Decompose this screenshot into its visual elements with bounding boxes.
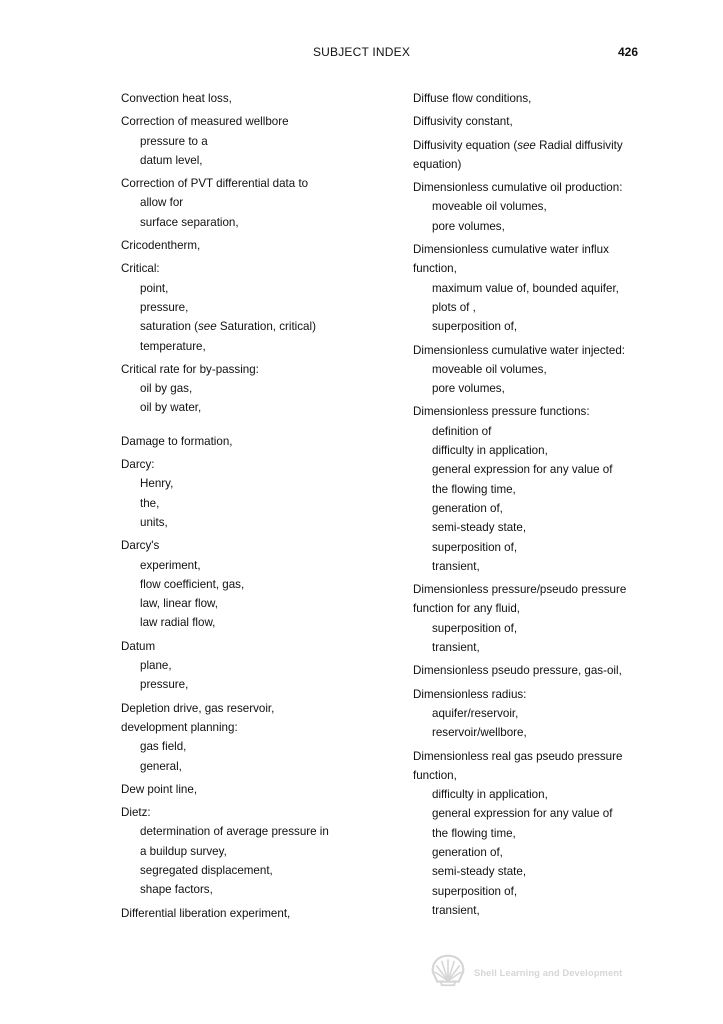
- index-entry: [121, 89, 383, 108]
- index-subentry: experiment,: [140, 558, 201, 572]
- index-subentry: moveable oil volumes,: [432, 362, 547, 376]
- index-subentry: transient,: [432, 559, 480, 573]
- index-entry: [413, 89, 653, 108]
- index-subentry: difficulty in application,: [432, 444, 548, 458]
- index-heading: Dimensionless pressure functions:: [413, 405, 590, 419]
- index-subentry: law, linear flow,: [140, 597, 218, 611]
- index-subentry: pressure,: [140, 678, 189, 692]
- index-entry: [413, 661, 653, 680]
- index-subentry: semi-steady state,: [432, 521, 527, 535]
- index-entry: [413, 112, 653, 131]
- index-entry: [413, 402, 653, 576]
- index-subentry: transient,: [432, 641, 480, 655]
- index-entry: [121, 637, 383, 695]
- index-subentry: superposition of,: [432, 884, 518, 898]
- index-subentry: saturation (see Saturation, critical): [140, 320, 316, 334]
- index-heading: Damage to formation,: [121, 434, 233, 448]
- index-subentry: generation of,: [432, 845, 503, 859]
- index-subentry: difficulty in application,: [432, 788, 548, 802]
- index-subentry: plots of ,: [432, 300, 476, 314]
- index-subentry: allow for: [140, 196, 184, 210]
- index-entry: [121, 780, 383, 799]
- index-heading: Cricodentherm,: [121, 239, 201, 253]
- index-entry: [121, 112, 383, 170]
- index-heading: Diffusivity constant,: [413, 115, 513, 129]
- index-subentry: shape factors,: [140, 883, 213, 897]
- index-subentry: general expression for any value of: [432, 463, 613, 477]
- index-subentry: Henry,: [140, 477, 174, 491]
- index-entry: [121, 360, 383, 418]
- index-entry: [413, 341, 653, 399]
- index-subentry: maximum value of, bounded aquifer,: [432, 281, 619, 295]
- index-entry: [413, 178, 653, 236]
- index-entry: [121, 174, 383, 232]
- index-subentry: aquifer/reservoir,: [432, 706, 519, 720]
- index-subentry: general expression for any value of: [432, 807, 613, 821]
- index-subentry: pore volumes,: [432, 219, 505, 233]
- index-column-right: [413, 89, 653, 924]
- index-subentry: datum level,: [140, 153, 203, 167]
- index-subentry: definition of: [432, 424, 492, 438]
- index-subentry: the flowing time,: [432, 826, 516, 840]
- index-column-left: [121, 89, 383, 927]
- index-subentry: oil by gas,: [140, 382, 193, 396]
- index-subentry: superposition of,: [432, 621, 518, 635]
- index-heading: Convection heat loss,: [121, 92, 232, 105]
- index-entry: [121, 904, 383, 923]
- index-subentry: gas field,: [140, 740, 187, 754]
- index-entry: [121, 455, 383, 532]
- index-subentry: generation of,: [432, 501, 503, 515]
- index-subentry: pore volumes,: [432, 382, 505, 396]
- shell-logo-icon: [430, 953, 466, 987]
- index-entry: [121, 432, 383, 451]
- index-heading: Dimensionless real gas pseudo pressure function,: [413, 749, 623, 782]
- index-heading: Dimensionless pressure/pseudo pressure function for any fluid,: [413, 583, 627, 616]
- index-subentry: pressure to a: [140, 134, 208, 148]
- index-subentry: plane,: [140, 659, 172, 673]
- index-heading: Dietz:: [121, 806, 151, 820]
- page-number: 426: [617, 45, 638, 59]
- index-subentry: a buildup survey,: [140, 844, 227, 858]
- footer-brand-text: Shell Learning and Development: [474, 967, 623, 978]
- index-subentry: surface separation,: [140, 215, 239, 229]
- index-heading: Datum: [121, 639, 156, 653]
- index-entry: [121, 803, 383, 899]
- index-heading: Dimensionless cumulative water influx function,: [413, 243, 609, 276]
- index-subentry: general,: [140, 759, 182, 773]
- index-subentry: superposition of,: [432, 320, 518, 334]
- index-heading: Darcy:: [121, 458, 155, 472]
- index-heading: Critical rate for by-passing:: [121, 362, 259, 376]
- index-subentry: pressure,: [140, 300, 189, 314]
- index-heading: Dimensionless cumulative water injected:: [413, 343, 625, 357]
- index-subentry: determination of average pressure in: [140, 825, 329, 839]
- index-heading: Correction of PVT differential data to: [121, 177, 309, 191]
- index-heading: Differential liberation experiment,: [121, 906, 291, 920]
- index-entry: [121, 536, 383, 632]
- index-subentry: point,: [140, 281, 169, 295]
- index-entry: [121, 699, 383, 776]
- index-heading: Correction of measured wellbore: [121, 115, 289, 129]
- index-entry: [413, 685, 653, 743]
- index-entry: [413, 240, 653, 336]
- index-entry: [413, 136, 653, 175]
- running-head: SUBJECT INDEX: [312, 45, 411, 59]
- index-subentry: the,: [140, 496, 160, 510]
- index-heading: Critical:: [121, 262, 160, 276]
- index-entry: [413, 747, 653, 921]
- index-subentry: semi-steady state,: [432, 865, 527, 879]
- index-subentry: segregated displacement,: [140, 863, 273, 877]
- index-heading: Depletion drive, gas reservoir, development planning:: [121, 701, 275, 734]
- index-entry: [413, 580, 653, 657]
- index-subentry: moveable oil volumes,: [432, 200, 547, 214]
- index-heading: Dew point line,: [121, 782, 198, 796]
- index-heading: Dimensionless radius:: [413, 687, 527, 701]
- index-heading: Diffusivity equation (see Radial diffusivity equation): [413, 138, 623, 171]
- index-subentry: units,: [140, 515, 168, 529]
- index-subentry: superposition of,: [432, 540, 518, 554]
- index-entry: [121, 259, 383, 355]
- index-heading: Diffuse flow conditions,: [413, 92, 532, 105]
- index-subentry: transient,: [432, 903, 480, 917]
- index-subentry: flow coefficient, gas,: [140, 577, 245, 591]
- index-subentry: the flowing time,: [432, 482, 516, 496]
- index-subentry: reservoir/wellbore,: [432, 726, 527, 740]
- index-heading: Dimensionless cumulative oil production:: [413, 181, 623, 195]
- index-heading: Darcy's: [121, 539, 160, 553]
- index-subentry: law radial flow,: [140, 616, 216, 630]
- index-entry: [121, 236, 383, 255]
- index-heading: Dimensionless pseudo pressure, gas-oil,: [413, 664, 622, 678]
- index-subentry: oil by water,: [140, 401, 202, 415]
- index-subentry: temperature,: [140, 339, 206, 353]
